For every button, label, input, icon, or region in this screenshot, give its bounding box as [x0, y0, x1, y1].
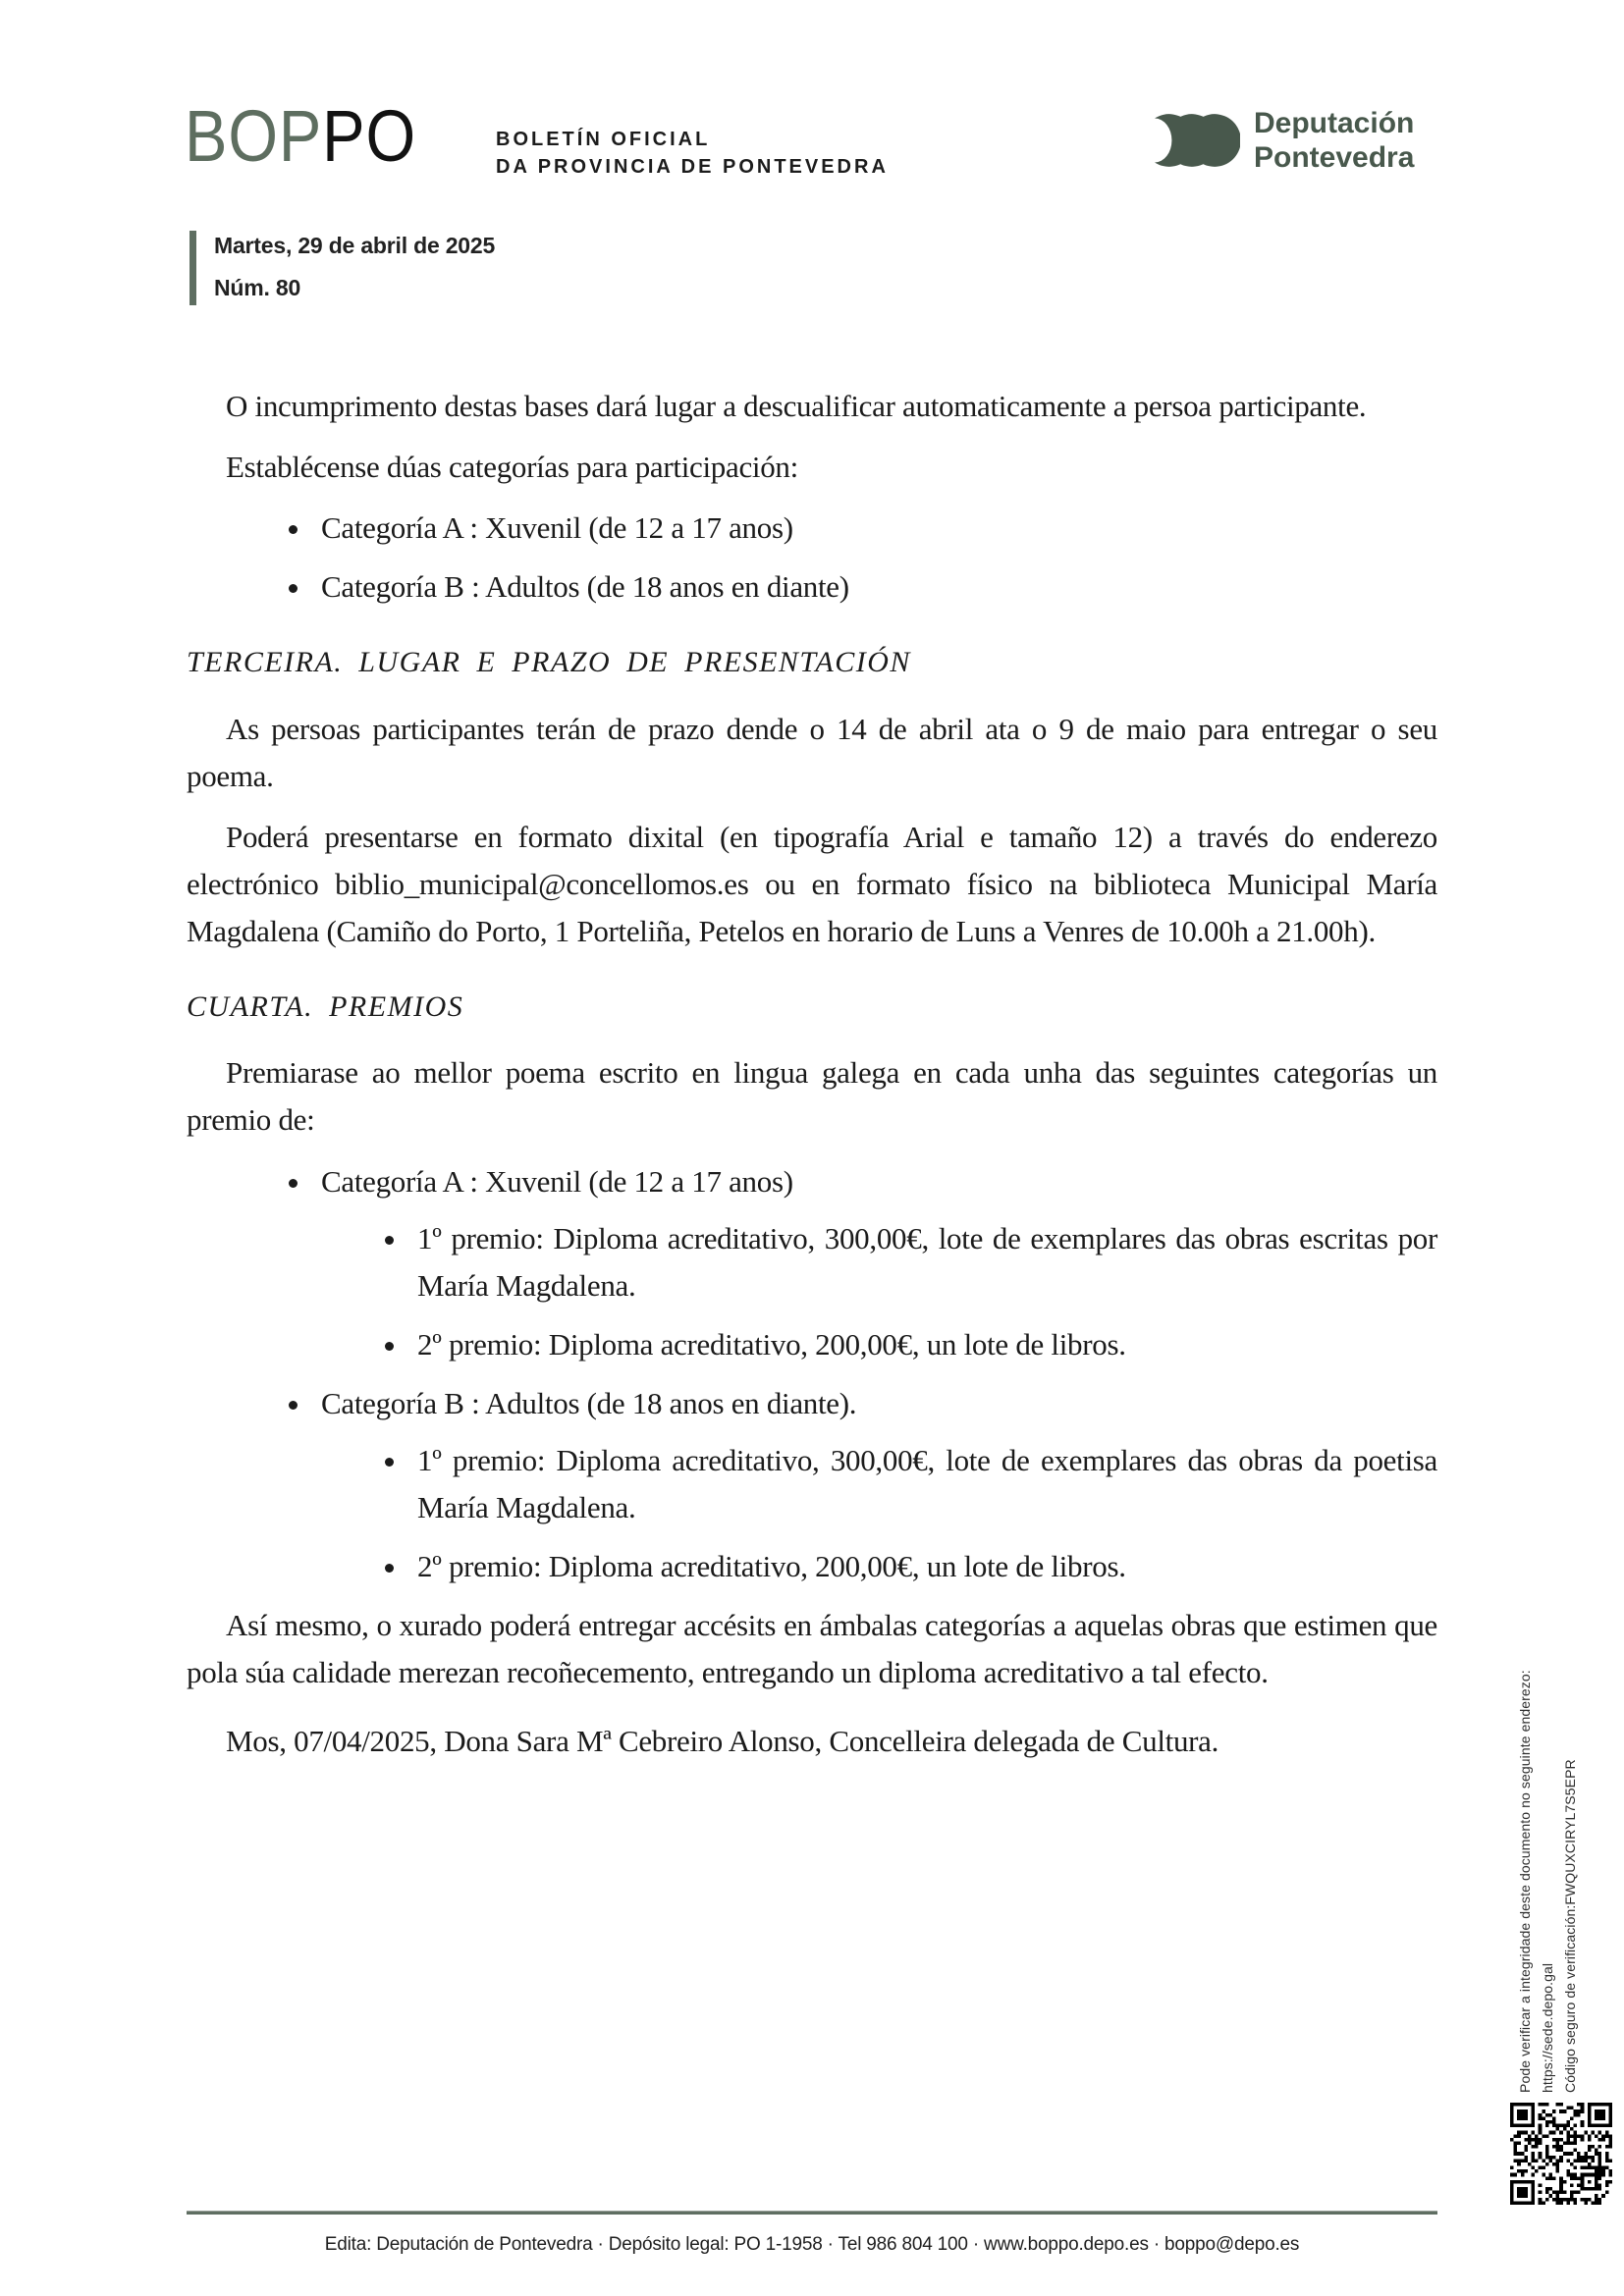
deputacion-crescents-icon: [1142, 104, 1240, 177]
list-item: [313, 505, 1437, 552]
qr-code: [1510, 2103, 1612, 2205]
document-body: [187, 383, 1437, 1779]
paragraph-establecense: Establécense dúas categorías para participación:: [226, 450, 798, 485]
list-item: [409, 1543, 1437, 1590]
prize-category-b-label: Categoría B : Adultos (de 18 anos en diante).: [321, 1385, 857, 1420]
verification-code: Código seguro de verificación:FWQUXCIRYL7S5EPR: [1562, 1759, 1578, 2093]
bulletin-subtitle: [496, 126, 889, 181]
list-item: [409, 1321, 1437, 1368]
list-item: [313, 1380, 1437, 1590]
paragraph-incumprimento: O incumprimento destas bases dará lugar a descualificar automaticamente a persoa participante.: [226, 389, 1367, 423]
category-a-label: Categoría A : Xuvenil (de 12 a 17 anos): [321, 510, 793, 546]
paragraph-signature: Mos, 07/04/2025, Dona Sara Mª Cebreiro Alonso, Concelleira delegada de Cultura.: [226, 1723, 1219, 1758]
categories-list: [187, 505, 1437, 611]
prize-a-second: 2º premio: Diploma acreditativo, 200,00€, un lote de libros.: [417, 1326, 1126, 1362]
prizes-list: [187, 1158, 1437, 1590]
list-item: [409, 1437, 1437, 1531]
deputacion-logo: [1142, 104, 1414, 177]
list-item: [313, 1158, 1437, 1368]
bulletin-subtitle-line2: DA PROVINCIA DE PONTEVEDRA: [496, 156, 889, 178]
issue-accent-bar: [189, 231, 196, 305]
section-heading-cuarta: CUARTA. PREMIOS: [187, 989, 464, 1023]
section-heading-terceira: TERCEIRA. LUGAR E PRAZO DE PRESENTACIÓN: [187, 646, 911, 679]
verification-line1: Pode verificar a integridade deste documento no seguinte enderezo:: [1517, 1670, 1533, 2093]
deputacion-line2: Pontevedra: [1254, 141, 1415, 174]
category-b-label: Categoría B : Adultos (de 18 anos en diante): [321, 569, 849, 605]
verification-sidebar: [1514, 1563, 1583, 2093]
prize-b-first: 1º premio: Diploma acreditativo, 300,00€, lote de exemplares das obras da poetisa María Magdalena.: [417, 1442, 1437, 1524]
prize-category-a-label: Categoría A : Xuvenil (de 12 a 17 anos): [321, 1163, 793, 1199]
boppo-logo-bop: BOP: [185, 95, 323, 177]
paragraph-prazo: As persoas participantes terán de prazo dende o 14 de abril ata o 9 de maio para entregar o seu poema.: [187, 711, 1437, 793]
footer-divider: [187, 2211, 1437, 2215]
verification-url: https://sede.depo.gal: [1540, 1962, 1555, 2093]
issue-date: Martes, 29 de abril de 2025: [214, 233, 496, 258]
issue-number: Núm. 80: [214, 275, 301, 300]
prizes-sublist-b: [321, 1437, 1437, 1590]
paragraph-premiarase: Premiarase ao mellor poema escrito en lingua galega en cada unha das seguintes categorías un premio de:: [187, 1055, 1437, 1138]
deputacion-logo-text: [1254, 106, 1414, 175]
paragraph-asi-mesmo: Así mesmo, o xurado poderá entregar accésits en ámbalas categorías a aquelas obras que estimen que pola súa calidade merezan recoñecemento, entregando un diploma acreditativo a tal efecto.: [187, 1607, 1437, 1689]
boppo-logo: [185, 95, 417, 177]
deputacion-line1: Deputación: [1254, 107, 1415, 139]
list-item: [313, 563, 1437, 611]
paragraph-formato: Poderá presentarse en formato dixital (en tipografía Arial e tamaño 12) a través do enderezo electrónico biblio_municipal@concellomos.es ou en formato físico na biblioteca Municipal María Magdalena (Camiño do Porto, 1 Porteliña, Petelos en horario de Luns a Venres de 10.00h a 21.00h).: [187, 819, 1437, 948]
prizes-sublist-a: [321, 1215, 1437, 1368]
list-item: [409, 1215, 1437, 1309]
prize-a-first: 1º premio: Diploma acreditativo, 300,00€, lote de exemplares das obras escritas por María Magdalena.: [417, 1220, 1437, 1303]
bulletin-subtitle-line1: BOLETÍN OFICIAL: [496, 129, 711, 150]
boppo-logo-po: PO: [322, 95, 417, 177]
prize-b-second: 2º premio: Diploma acreditativo, 200,00€, un lote de libros.: [417, 1548, 1126, 1583]
footer-imprint: Edita: Deputación de Pontevedra · Depósito legal: PO 1-1958 · Tel 986 804 100 · www.boppo.depo.es · boppo@depo.es: [324, 2234, 1300, 2255]
issue-header: [189, 231, 495, 305]
